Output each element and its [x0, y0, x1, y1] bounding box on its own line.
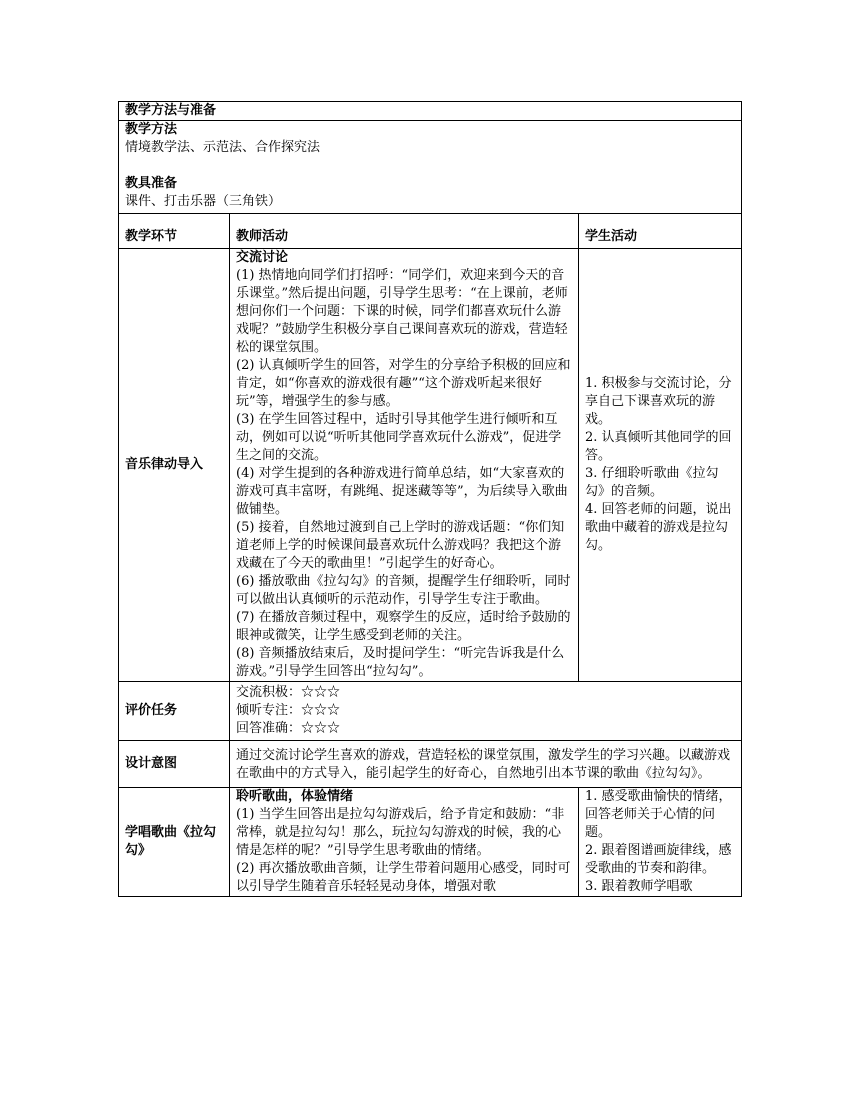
teacher-activity-warmup [230, 249, 579, 682]
tools-value: 课件、打击乐器（三角铁） [125, 194, 282, 209]
stage-warmup: 音乐律动导入 [119, 249, 230, 682]
teacher-para: (6) 播放歌曲《拉勾勾》的音频，提醒学生仔细聆听，同时可以做出认真倾听的示范动作，引导学生专注于歌曲。 [236, 574, 571, 607]
student-item: 3. 仔细聆听歌曲《拉勾勾》的音频。 [585, 466, 719, 499]
row-warmup [119, 249, 742, 682]
header-row [119, 214, 742, 249]
evaluation-items [230, 682, 742, 741]
student-activity-learn-song [579, 788, 742, 897]
teacher-para: (3) 在学生回答过程中，适时引导其他学生进行倾听和互动，例如可以说“听听其他同学喜欢玩什么游戏”，促进学生之间的交流。 [236, 412, 562, 463]
method-value: 情境教学法、示范法、合作探究法 [125, 140, 321, 155]
row-evaluation [119, 682, 742, 741]
student-item: 2. 认真倾听其他同学的回答。 [585, 430, 732, 463]
row-design [119, 741, 742, 788]
student-item: 3. 跟着教师学唱歌 [585, 879, 693, 894]
teacher-title-learn-song: 聆听歌曲，体验情绪 [236, 789, 354, 804]
teacher-para: (1) 当学生回答出是拉勾勾游戏后，给予肯定和鼓励：“非常棒，就是拉勾勾！那么，玩拉勾勾游戏的时候，我的心情是怎样的呢？”引导学生思考歌曲的情绪。 [236, 807, 565, 858]
teacher-para: (2) 认真倾听学生的回答，对学生的分享给予积极的回应和肯定，如“你喜欢的游戏很有趣”“这个游戏听起来很好玩”等，增强学生的参与感。 [236, 358, 571, 409]
header-stage: 教学环节 [119, 214, 230, 249]
section-title: 教学方法与准备 [119, 102, 742, 121]
method-row [119, 121, 742, 214]
stage-learn-song: 学唱歌曲《拉勾勾》 [119, 788, 230, 897]
teacher-para: (1) 热情地向同学们打招呼：“同学们，欢迎来到今天的音乐课堂。”然后提出问题，引导学生思考：“在上课前，老师想问你们一个问题：下课的时候，同学们都喜欢玩什么游戏呢？”鼓励学生积极分享自己课间喜欢玩的游戏，营造轻松的课堂氛围。 [236, 268, 568, 355]
tools-label: 教具准备 [125, 176, 178, 191]
student-item: 4. 回答老师的问题，说出歌曲中藏着的游戏是拉勾勾。 [585, 502, 732, 553]
lesson-plan-table [118, 101, 742, 897]
header-student: 学生活动 [579, 214, 742, 249]
section-title-row [119, 102, 742, 121]
method-cell [119, 121, 742, 214]
student-activity-warmup [579, 249, 742, 682]
row-learn-song [119, 788, 742, 897]
student-item: 1. 感受歌曲愉快的情绪，回答老师关于心情的问题。 [585, 789, 732, 840]
teacher-para: (8) 音频播放结束后，及时提问学生：“听完告诉我是什么游戏。”引导学生回答出“拉勾勾”。 [236, 646, 565, 679]
header-teacher: 教师活动 [230, 214, 579, 249]
student-item: 1. 积极参与交流讨论，分享自己下课喜欢玩的游戏。 [585, 376, 732, 427]
teacher-title-warmup: 交流讨论 [236, 250, 289, 265]
evaluation-item: 交流积极：☆☆☆ [236, 685, 341, 700]
teacher-para: (7) 在播放音频过程中，观察学生的反应，适时给予鼓励的眼神或微笑，让学生感受到老师的关注。 [236, 610, 571, 643]
design-text: 通过交流讨论学生喜欢的游戏，营造轻松的课堂氛围，激发学生的学习兴趣。以藏游戏在歌曲中的方式导入，能引起学生的好奇心，自然地引出本节课的歌曲《拉勾勾》。 [230, 741, 742, 788]
teacher-para: (5) 接着，自然地过渡到自己上学时的游戏话题：“你们知道老师上学的时候课间最喜欢玩什么游戏吗？我把这个游戏藏在了今天的歌曲里！”引起学生的好奇心。 [236, 520, 565, 571]
evaluation-item: 回答准确：☆☆☆ [236, 721, 341, 736]
stage-design: 设计意图 [119, 741, 230, 788]
teacher-activity-learn-song [230, 788, 579, 897]
student-item: 2. 跟着图谱画旋律线，感受歌曲的节奏和韵律。 [585, 843, 732, 876]
teacher-para: (4) 对学生提到的各种游戏进行简单总结，如“大家喜欢的游戏可真丰富呀，有跳绳、捉迷藏等等”，为后续导入歌曲做铺垫。 [236, 466, 568, 517]
method-label: 教学方法 [125, 122, 178, 137]
evaluation-item: 倾听专注：☆☆☆ [236, 703, 341, 718]
stage-evaluation: 评价任务 [119, 682, 230, 741]
teacher-para: (2) 再次播放歌曲音频，让学生带着问题用心感受，同时可以引导学生随着音乐轻轻晃动身体，增强对歌 [236, 861, 571, 894]
